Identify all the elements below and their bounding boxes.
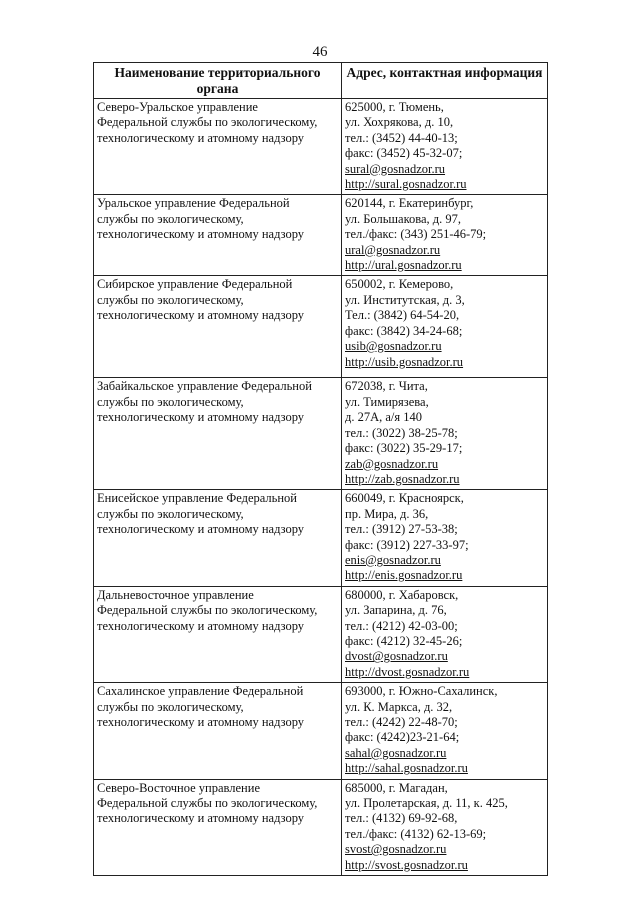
org-name-line: службы по экологическому,	[97, 211, 244, 226]
website-link[interactable]: http://enis.gosnadzor.ru	[345, 568, 463, 583]
website-link[interactable]: http://zab.gosnadzor.ru	[345, 471, 460, 486]
org-name-line: технологическому и атомному надзору	[97, 227, 305, 242]
email-link[interactable]: dvost@gosnadzor.ru	[345, 649, 448, 664]
address-line: пр. Мира, д. 36,	[345, 506, 429, 521]
contact-info-cell	[342, 195, 548, 276]
org-name-cell	[94, 99, 342, 195]
address-line: факс: (4212) 32-45-26;	[345, 633, 463, 648]
org-name-cell	[94, 586, 342, 682]
table-row	[94, 779, 548, 875]
org-name-cell	[94, 276, 342, 378]
org-name-line: Федеральной службы по экологическому,	[97, 603, 318, 618]
email-link[interactable]: svost@gosnadzor.ru	[345, 842, 447, 857]
address-line: ул. К. Маркса, д. 32,	[345, 699, 453, 714]
contact-info-cell	[342, 586, 548, 682]
address-line: 680000, г. Хабаровск,	[345, 587, 459, 602]
contact-info-cell	[342, 99, 548, 195]
org-name-line: Северо-Восточное управление	[97, 780, 260, 795]
address-line: ул. Большакова, д. 97,	[345, 211, 462, 226]
org-name-line: Сибирское управление Федеральной	[97, 277, 293, 292]
website-link[interactable]: http://sural.gosnadzor.ru	[345, 177, 467, 192]
header-address: Адрес, контактная информация	[342, 63, 548, 99]
address-line: 672038, г. Чита,	[345, 379, 428, 394]
address-line: факс: (3022) 35-29-17;	[345, 441, 463, 456]
table-row	[94, 195, 548, 276]
address-line: 660049, г. Красноярск,	[345, 491, 464, 506]
table-row	[94, 378, 548, 490]
address-line: ул. Хохрякова, д. 10,	[345, 115, 454, 130]
address-line: тел./факс: (343) 251-46-79;	[345, 227, 487, 242]
address-line: ул. Запарина, д. 76,	[345, 603, 447, 618]
contact-info-cell	[342, 683, 548, 779]
website-link[interactable]: http://sahal.gosnadzor.ru	[345, 761, 468, 776]
org-name-line: Сахалинское управление Федеральной	[97, 684, 304, 699]
address-line: 625000, г. Тюмень,	[345, 100, 444, 114]
email-link[interactable]: sural@gosnadzor.ru	[345, 161, 446, 176]
org-name-cell	[94, 195, 342, 276]
org-name-line: службы по экологическому,	[97, 394, 244, 409]
org-name-line: Уральское управление Федеральной	[97, 196, 290, 211]
org-name-line: технологическому и атомному надзору	[97, 130, 305, 145]
contact-info-cell	[342, 490, 548, 586]
table-row	[94, 683, 548, 779]
table-row	[94, 586, 548, 682]
org-name-line: технологическому и атомному надзору	[97, 410, 305, 425]
org-name-line: технологическому и атомному надзору	[97, 618, 305, 633]
org-name-line: Федеральной службы по экологическому,	[97, 796, 318, 811]
address-line: тел.: (4132) 69-92-68,	[345, 811, 458, 826]
org-name-line: службы по экологическому,	[97, 292, 244, 307]
org-name-line: технологическому и атомному надзору	[97, 715, 305, 729]
table-row	[94, 276, 548, 378]
address-line: ул. Тимирязева,	[345, 394, 429, 409]
org-name-line: Забайкальское управление Федеральной	[97, 379, 312, 394]
address-line: факс: (3452) 45-32-07;	[345, 146, 463, 161]
email-link[interactable]: usib@gosnadzor.ru	[345, 339, 442, 354]
org-name-line: технологическому и атомному надзору	[97, 522, 305, 537]
contact-info-cell	[342, 779, 548, 875]
email-link[interactable]: zab@gosnadzor.ru	[345, 456, 439, 471]
website-link[interactable]: http://dvost.gosnadzor.ru	[345, 664, 470, 679]
address-line: ул. Пролетарская, д. 11, к. 425,	[345, 796, 508, 811]
contact-info-cell	[342, 378, 548, 490]
website-link[interactable]: http://usib.gosnadzor.ru	[345, 354, 464, 369]
contact-info-cell	[342, 276, 548, 378]
address-line: д. 27А, а/я 140	[345, 410, 423, 425]
table-row	[94, 490, 548, 586]
address-line: ул. Институтская, д. 3,	[345, 292, 465, 307]
address-line: факс: (4242)23-21-64;	[345, 730, 460, 745]
org-name-cell	[94, 378, 342, 490]
address-line: 685000, г. Магадан,	[345, 780, 448, 795]
org-name-cell	[94, 683, 342, 779]
org-name-line: Федеральной службы по экологическому,	[97, 115, 318, 130]
territorial-bodies-table	[93, 62, 548, 876]
org-name-line: технологическому и атомному надзору	[97, 811, 305, 826]
table-header-row	[94, 63, 548, 99]
email-link[interactable]: enis@gosnadzor.ru	[345, 552, 441, 567]
email-link[interactable]: sahal@gosnadzor.ru	[345, 745, 447, 760]
org-name-line: службы по экологическому,	[97, 699, 244, 714]
address-line: 650002, г. Кемерово,	[345, 277, 454, 292]
org-name-line: Енисейское управление Федеральной	[97, 491, 297, 506]
org-name-line: технологическому и атомному надзору	[97, 308, 305, 323]
address-line: 693000, г. Южно-Сахалинск,	[345, 684, 498, 699]
address-line: 620144, г. Екатеринбург,	[345, 196, 474, 211]
page-number: 46	[312, 44, 328, 60]
website-link[interactable]: http://ural.gosnadzor.ru	[345, 258, 462, 273]
org-name-line: службы по экологическому,	[97, 506, 244, 521]
website-link[interactable]: http://svost.gosnadzor.ru	[345, 857, 468, 872]
header-name: Наименование территориального органа	[94, 63, 342, 99]
address-line: тел.: (4212) 42-03-00;	[345, 618, 458, 633]
address-line: факс: (3912) 227-33-97;	[345, 537, 469, 552]
address-line: тел.: (3022) 38-25-78;	[345, 425, 458, 440]
org-name-line: Северо-Уральское управление	[97, 100, 258, 114]
address-line: Тел.: (3842) 64-54-20,	[345, 308, 460, 323]
org-name-cell	[94, 779, 342, 875]
address-line: факс: (3842) 34-24-68;	[345, 323, 463, 338]
table-row	[94, 99, 548, 195]
email-link[interactable]: ural@gosnadzor.ru	[345, 242, 441, 257]
address-line: тел.: (3912) 27-53-38;	[345, 522, 458, 537]
org-name-cell	[94, 490, 342, 586]
address-line: тел.: (3452) 44-40-13;	[345, 130, 458, 145]
org-name-line: Дальневосточное управление	[97, 587, 254, 602]
address-line: тел.: (4242) 22-48-70;	[345, 715, 458, 729]
address-line: тел./факс: (4132) 62-13-69;	[345, 826, 487, 841]
